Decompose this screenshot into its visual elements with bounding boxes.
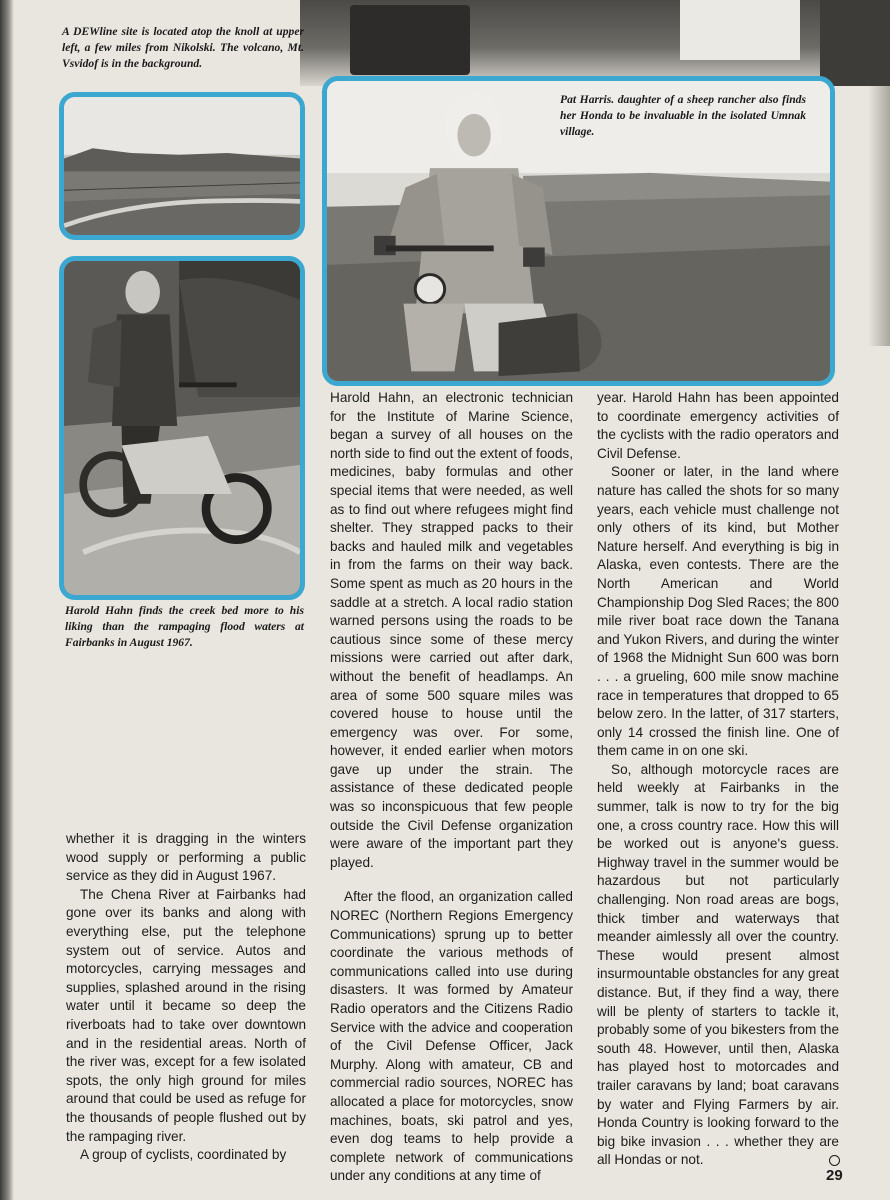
column-left xyxy=(66,830,306,1165)
column-middle xyxy=(330,389,573,1186)
page-edge-shadow xyxy=(0,0,14,1200)
creek-rider-photo-icon xyxy=(64,261,300,595)
caption-dewline: A DEWline site is located atop the knoll at upper left, a few miles from Nikolski. The volcano, Mt. Vsvidof is in the background. xyxy=(62,25,304,70)
page-edge-shadow-right xyxy=(868,86,890,346)
photo-dewline-landscape xyxy=(59,92,305,240)
page-number-text: 29 xyxy=(826,1167,843,1184)
paragraph: whether it is dragging in the winters wood supply or performing a public service as they did in August 1967. xyxy=(66,831,306,884)
paragraph: Harold Hahn, an electronic technician for the Institute of Marine Science, began a survey of all houses on the north side to find out the extent of foods, medicines, baby formulas and other special items that were needed, as well as to find out where refugees might find shelter. They strapped packs to their backs and hauled milk and vegetables in from the farms on their way back. Some spent as much as 20 hours in the saddle at a stretch. A local radio station warned persons using the roads to be cautious since some of these mercy missions were carried out after dark, without the benefit of headlamps. An area of some 500 square miles was covered house to house until the emergency was over. For some, however, it ended earlier when motors gave up under the strain. The assistance of these dedicated people was so inconspicuous that few people outside the Civil Defense organization were aware of the important part they played. xyxy=(330,390,573,870)
caption-harold-hahn: Harold Hahn finds the creek bed more to his liking than the rampaging flood waters at Fairbanks in August 1967. xyxy=(65,604,304,649)
background-photo-strip xyxy=(300,0,890,86)
end-mark-icon xyxy=(829,1155,840,1166)
paragraph: A group of cyclists, coordinated by xyxy=(80,1147,287,1163)
paragraph: After the flood, an organization called NOREC (Northern Regions Emergency Communications) sprung up to better coordinate the various methods of communications called into use during disasters. It was formed by Amateur Radio operators and the Citizens Radio Service with the advice and cooperation of the Civil Defense Officer, Jack Murphy. Along with amateur, CB and commercial radio sources, NOREC has allocated a place for motorcycles, snow machines, boats, ski patrol and yes, even dog teams to help provide a complete network of communications under any conditions at any time of xyxy=(330,889,573,1184)
caption-pat-harris: Pat Harris. daughter of a sheep rancher also finds her Honda to be invaluable in the isolated Umnak village. xyxy=(560,93,806,138)
paragraph: So, although motorcycle races are held weekly at Fairbanks in the summer, talk is now to try for the big one, a cross country race. How this will be worked out is anyone's guess. Highway travel in the summer would be hazardous but not particularly challenging. Non road areas are bogs, thick timber and waterways that meander aimlessly all over the country. These would present almost insurmountable obstancles for any great distance. But, if they find a way, there will be plenty of starters to tackle it, probably some of you bikesters from the south 48. However, until then, Alaska has played host to motorcades and trailer caravans by land; boat caravans by water and Flying Farmers by air. Honda Country is looking forward to the big bike invasion . . . whether they are all Hondas or not. xyxy=(597,761,839,1168)
paragraph: The Chena River at Fairbanks had gone over its banks and along with everything else, put the telephone system out of service. Autos and motorcycles, carrying messages and supplies, splashed around in the rising water until it became so deep the riverboats had to take over downtown and in the residential areas. North of the river was, except for a few isolated spots, the only high ground for miles around that could be used as refuge for the thousands of people flushed out by the rampaging river. xyxy=(66,886,306,1144)
column-right xyxy=(597,389,839,1170)
page-number xyxy=(826,1155,843,1184)
paragraph: year. Harold Hahn has been appointed to coordinate emergency activities of the cyclists with the radio operators and Civil Defense. xyxy=(597,390,839,461)
landscape-photo-icon xyxy=(64,97,300,235)
photo-harold-hahn xyxy=(59,256,305,600)
paragraph: Sooner or later, in the land where nature has called the shots for so many years, each vehicle must challenge not only others of its kind, but Mother Nature herself. And everything is big in Alaska, even contests. There are the North American and World Championship Dog Sled Races; the 800 mile river boat race down the Tanana and Yukon Rivers, and during the winter of 1968 the Midnight Sun 600 was born . . . a grueling, 600 mile snow machine race in temperatures that dropped to 65 below zero. In the latter, of 317 starters, only 14 crossed the finish line. One of them came in on one ski. xyxy=(597,464,839,759)
